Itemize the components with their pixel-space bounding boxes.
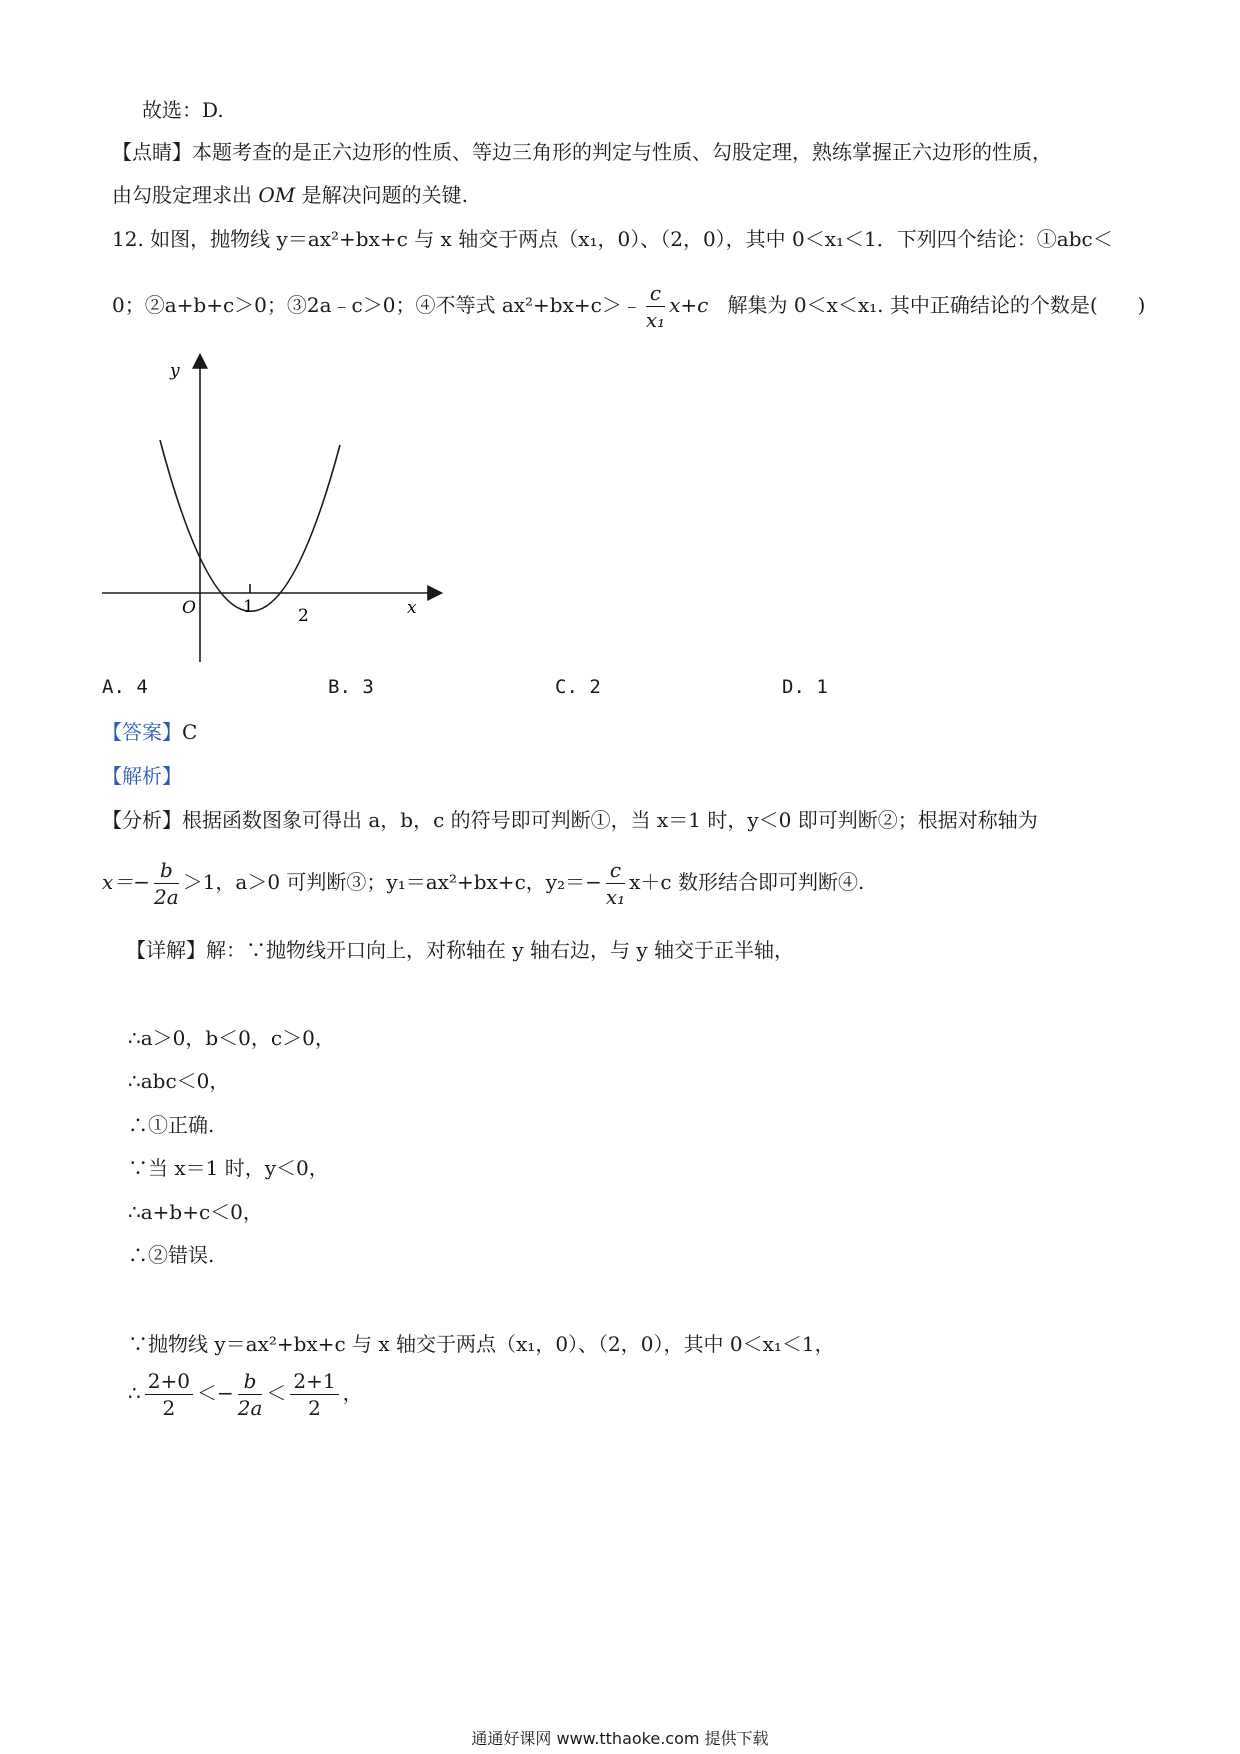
question-line-2: [112, 278, 1145, 333]
origin-label: O: [182, 598, 196, 618]
fenxi-line-1: [102, 806, 1038, 834]
om-label: OM: [258, 183, 296, 207]
option-d[interactable]: [782, 676, 828, 698]
fraction-b-2a: [238, 1368, 263, 1421]
less-than-2: ＜: [266, 1381, 287, 1405]
frac-den: 2: [308, 1396, 321, 1420]
comment-tag: 【点睛】: [112, 140, 192, 164]
detail-inequality: [128, 1366, 363, 1421]
fenxi-line-2: [102, 855, 864, 910]
parabola-graph: [100, 350, 460, 680]
question-line-1: [112, 225, 1113, 253]
option-d-label: D.: [782, 676, 805, 698]
detail-line-2: ∵抛物线 y＝ax²+bx+c 与 x 轴交于两点（x₁，0）、（2，0），其中 0＜x₁＜1，: [128, 1332, 835, 1356]
detail-step-3: ∴①正确.: [128, 1113, 215, 1137]
fenxi-tag: 【分析】: [102, 808, 182, 832]
analysis-tag: 【解析】: [102, 764, 182, 788]
comment-text-1: 本题考查的是正六边形的性质、等边三角形的判定与性质、勾股定理，熟练掌握正六边形的性质，: [192, 140, 1052, 164]
option-c-label: C.: [555, 676, 578, 698]
fraction-b-over-2a: [154, 857, 179, 910]
option-a-label: A.: [102, 676, 125, 698]
fraction-c-over-x1: [646, 280, 665, 333]
fraction-c-over-x1-b: [606, 857, 625, 910]
detail-tag: 【详解】: [126, 938, 206, 962]
page-footer: 通通好课网 www.tthaoke.com 提供下载: [471, 1729, 769, 1748]
frac-num: 2+0: [145, 1368, 193, 1395]
y-axis-label: y: [170, 361, 180, 381]
frac-den: x₁: [645, 308, 666, 332]
detail-line-1: [126, 936, 794, 964]
question-text-1: 如图，抛物线 y＝ax²+bx+c 与 x 轴交于两点（x₁，0）、（2，0），其中 0＜x₁＜1．下列四个结论：①abc＜: [150, 227, 1113, 251]
frac-num: c: [606, 857, 625, 884]
question-text-2a: 0；②a+b+c＞0；③2a﹣c＞0；④不等式 ax²+bx+c＞﹣: [112, 293, 642, 317]
label-2: 2: [298, 606, 309, 626]
comment-line-1: [112, 138, 1052, 166]
option-d-value: 1: [816, 676, 828, 698]
fenxi-text-2c: x＋c 数形结合即可判断④.: [629, 870, 865, 894]
detail-step-6: ∴②错误.: [128, 1243, 215, 1267]
option-b-value: 3: [362, 676, 374, 698]
label-1: 1: [243, 597, 254, 617]
frac-num: 2+1: [290, 1368, 338, 1395]
question-text-2c: 解集为 0＜x＜x₁. 其中正确结论的个数是( ): [727, 293, 1146, 317]
less-than-1: ＜−: [196, 1381, 234, 1405]
answer-value: C: [182, 720, 198, 744]
frac-num: b: [238, 1368, 263, 1395]
option-c-value: 2: [589, 676, 601, 698]
detail-text-1: 解：∵抛物线开口向上，对称轴在 y 轴右边，与 y 轴交于正半轴，: [206, 938, 795, 962]
detail-step-4: ∵当 x＝1 时，y＜0，: [128, 1156, 329, 1180]
comment-text-2-end: 是解决问题的关键.: [301, 183, 468, 207]
detail-step-1: ∴a＞0，b＜0，c＞0，: [128, 1026, 335, 1050]
question-number: 12.: [112, 227, 144, 251]
detail-step-2: ∴abc＜0，: [128, 1069, 230, 1093]
frac-num: b: [154, 857, 179, 884]
question-text-2b: x+c: [669, 293, 709, 317]
frac-den: 2: [162, 1396, 176, 1420]
frac-den: 2a: [237, 1396, 263, 1420]
prev-choice: 故选：D.: [142, 98, 224, 122]
comment-text-2: 由勾股定理求出: [112, 183, 252, 207]
option-b[interactable]: [328, 676, 374, 698]
fraction-2-1: [290, 1368, 338, 1421]
option-b-label: B.: [328, 676, 351, 698]
x-axis-label: x: [407, 598, 417, 618]
answer-tag: 【答案】: [102, 720, 182, 744]
option-a-value: 4: [136, 676, 148, 698]
ineq-end: ，: [342, 1381, 363, 1405]
option-c[interactable]: [555, 676, 601, 698]
frac-den: 2a: [154, 885, 179, 909]
frac-den: x₁: [605, 885, 626, 909]
detail-step-5: ∴a+b+c＜0，: [128, 1200, 263, 1224]
answer-line: [102, 718, 197, 746]
option-a[interactable]: [102, 676, 148, 698]
fenxi-text-1: 根据函数图象可得出 a，b，c 的符号即可判断①，当 x＝1 时，y＜0 即可判断②；根据对称轴为: [182, 808, 1038, 832]
fenxi-text-2b: ＞1，a＞0 可判断③；y₁＝ax²+bx+c，y₂＝−: [182, 870, 602, 894]
therefore-symbol: ∴: [128, 1381, 141, 1405]
fraction-2-0: [145, 1368, 193, 1421]
fenxi-text-2a: x＝−: [102, 870, 151, 894]
comment-line-2: [112, 181, 468, 209]
frac-num: c: [646, 280, 665, 307]
